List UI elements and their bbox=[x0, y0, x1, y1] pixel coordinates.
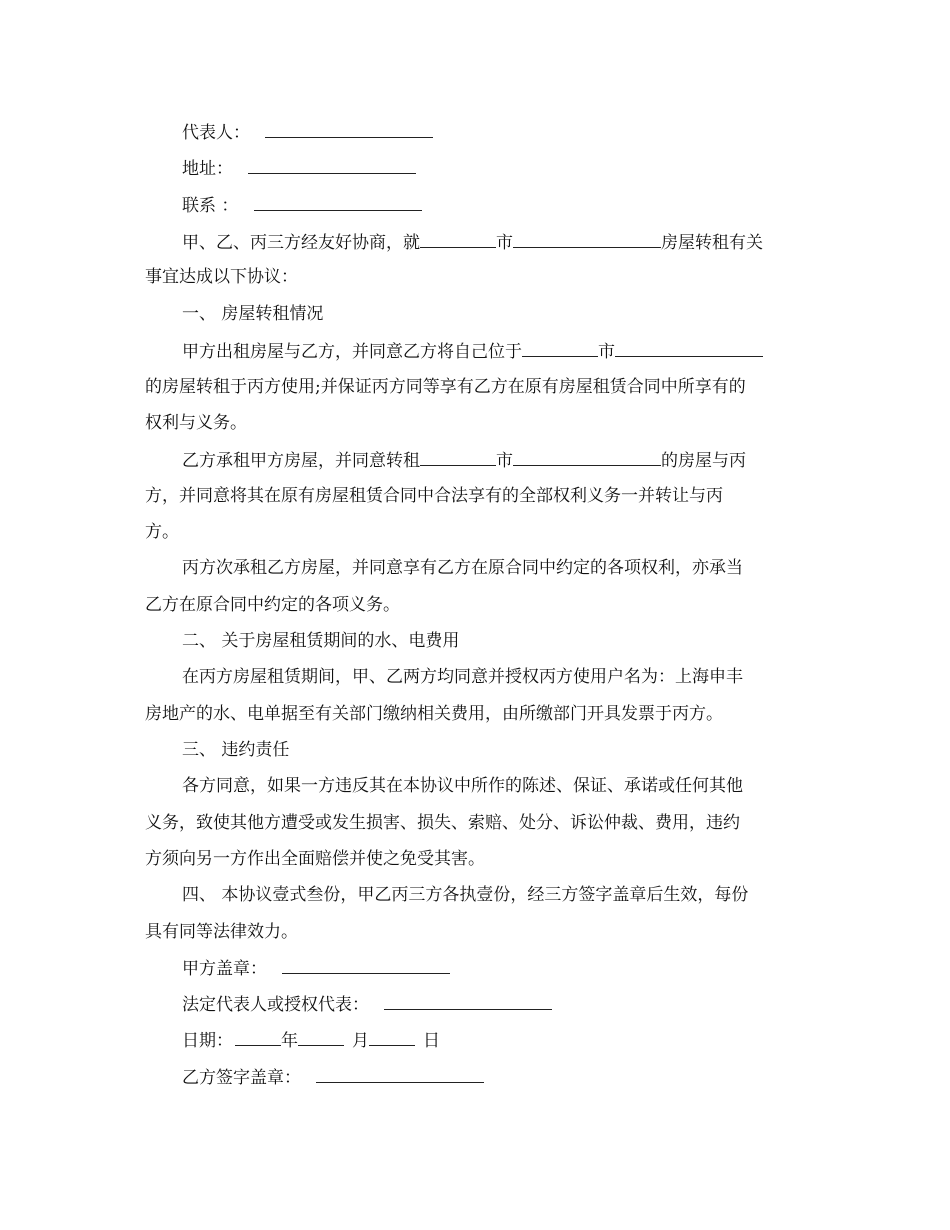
address-label: 地址： bbox=[182, 159, 233, 179]
section1-para3-line2: 乙方在原合同中约定的各项义务。 bbox=[145, 595, 400, 615]
para2-city-suffix: 市 bbox=[496, 451, 513, 471]
para2-suffix: 的房屋与丙 bbox=[661, 451, 746, 471]
intro-subject-suffix: 房屋转租有关 bbox=[661, 233, 763, 253]
para2-prefix: 乙方承租甲方房屋，并同意转租 bbox=[182, 451, 420, 471]
intro-line-2: 事宜达成以下协议： bbox=[145, 267, 298, 287]
contact-line bbox=[182, 195, 810, 216]
legal-rep-line bbox=[182, 994, 810, 1015]
section1-para3-line1: 丙方次承租乙方房屋，并同意享有乙方在原合同中约定的各项权利，亦承当 bbox=[182, 558, 743, 578]
party-a-seal-blank[interactable] bbox=[282, 958, 450, 974]
day-label: 日 bbox=[423, 1031, 440, 1051]
section3-heading: 三、 违约责任 bbox=[182, 740, 290, 760]
legal-rep-blank[interactable] bbox=[384, 994, 552, 1010]
section2-line2: 房地产的水、电单据至有关部门缴纳相关费用，由所缴部门开具发票于丙方。 bbox=[145, 704, 723, 724]
intro-city-suffix: 市 bbox=[496, 233, 513, 253]
year-blank[interactable] bbox=[235, 1030, 281, 1046]
section3-line1: 各方同意，如果一方违反其在本协议中所作的陈述、保证、承诺或任何其他 bbox=[182, 776, 743, 796]
representative-line bbox=[182, 122, 810, 143]
section1-heading: 一、 房屋转租情况 bbox=[182, 304, 324, 324]
day-blank[interactable] bbox=[369, 1030, 415, 1046]
intro-line-1 bbox=[182, 232, 810, 253]
section1-para1-line3: 权利与义务。 bbox=[145, 413, 247, 433]
month-label: 月 bbox=[352, 1031, 369, 1051]
para1-city-suffix: 市 bbox=[598, 342, 615, 362]
party-b-seal-blank[interactable] bbox=[316, 1067, 484, 1083]
para2-city-blank[interactable] bbox=[420, 450, 496, 466]
intro-city-blank[interactable] bbox=[420, 232, 496, 248]
para1-location-blank[interactable] bbox=[615, 341, 763, 357]
section2-line1: 在丙方房屋租赁期间，甲、乙两方均同意并授权丙方使用户名为：上海申丰 bbox=[182, 667, 743, 687]
address-blank[interactable] bbox=[248, 158, 416, 174]
section1-para1-line2: 的房屋转租于丙方使用;并保证丙方同等享有乙方在原有房屋租赁合同中所享有的 bbox=[145, 377, 746, 397]
legal-rep-label: 法定代表人或授权代表： bbox=[182, 995, 369, 1015]
party-a-seal-label: 甲方盖章： bbox=[182, 959, 267, 979]
party-b-seal-label: 乙方签字盖章： bbox=[182, 1068, 301, 1088]
date-label: 日期： bbox=[182, 1031, 233, 1051]
address-line bbox=[182, 158, 810, 179]
intro-prefix: 甲、乙、丙三方经友好协商，就 bbox=[182, 233, 420, 253]
representative-blank[interactable] bbox=[265, 122, 433, 138]
para1-city-blank[interactable] bbox=[522, 341, 598, 357]
year-label: 年 bbox=[281, 1031, 298, 1051]
section3-line2: 义务，致使其他方遭受或发生损害、损失、索赔、处分、诉讼仲裁、费用，违约 bbox=[145, 813, 740, 833]
para2-location-blank[interactable] bbox=[513, 450, 661, 466]
representative-label: 代表人： bbox=[182, 123, 250, 143]
section1-para2-line2: 方，并同意将其在原有房屋租赁合同中合法享有的全部权利义务一并转让与丙 bbox=[145, 486, 723, 506]
month-blank[interactable] bbox=[298, 1030, 344, 1046]
section2-heading: 二、 关于房屋租赁期间的水、电费用 bbox=[182, 631, 460, 651]
contact-label: 联系 ： bbox=[182, 196, 239, 216]
para1-prefix: 甲方出租房屋与乙方，并同意乙方将自己位于 bbox=[182, 342, 522, 362]
section1-para2-line1 bbox=[182, 450, 810, 471]
intro-location-blank[interactable] bbox=[513, 232, 661, 248]
section1-para2-line3: 方。 bbox=[145, 522, 179, 542]
section1-para1-line1 bbox=[182, 341, 810, 362]
party-a-seal-line bbox=[182, 958, 810, 979]
contact-blank[interactable] bbox=[254, 195, 422, 211]
date-line bbox=[182, 1030, 810, 1051]
section4-line2: 具有同等法律效力。 bbox=[145, 922, 298, 942]
section3-line3: 方须向另一方作出全面赔偿并使之免受其害。 bbox=[145, 849, 485, 869]
party-b-seal-line bbox=[182, 1067, 810, 1088]
section4-line1: 四、 本协议壹式叁份，甲乙丙三方各执壹份，经三方签字盖章后生效，每份 bbox=[182, 885, 749, 905]
